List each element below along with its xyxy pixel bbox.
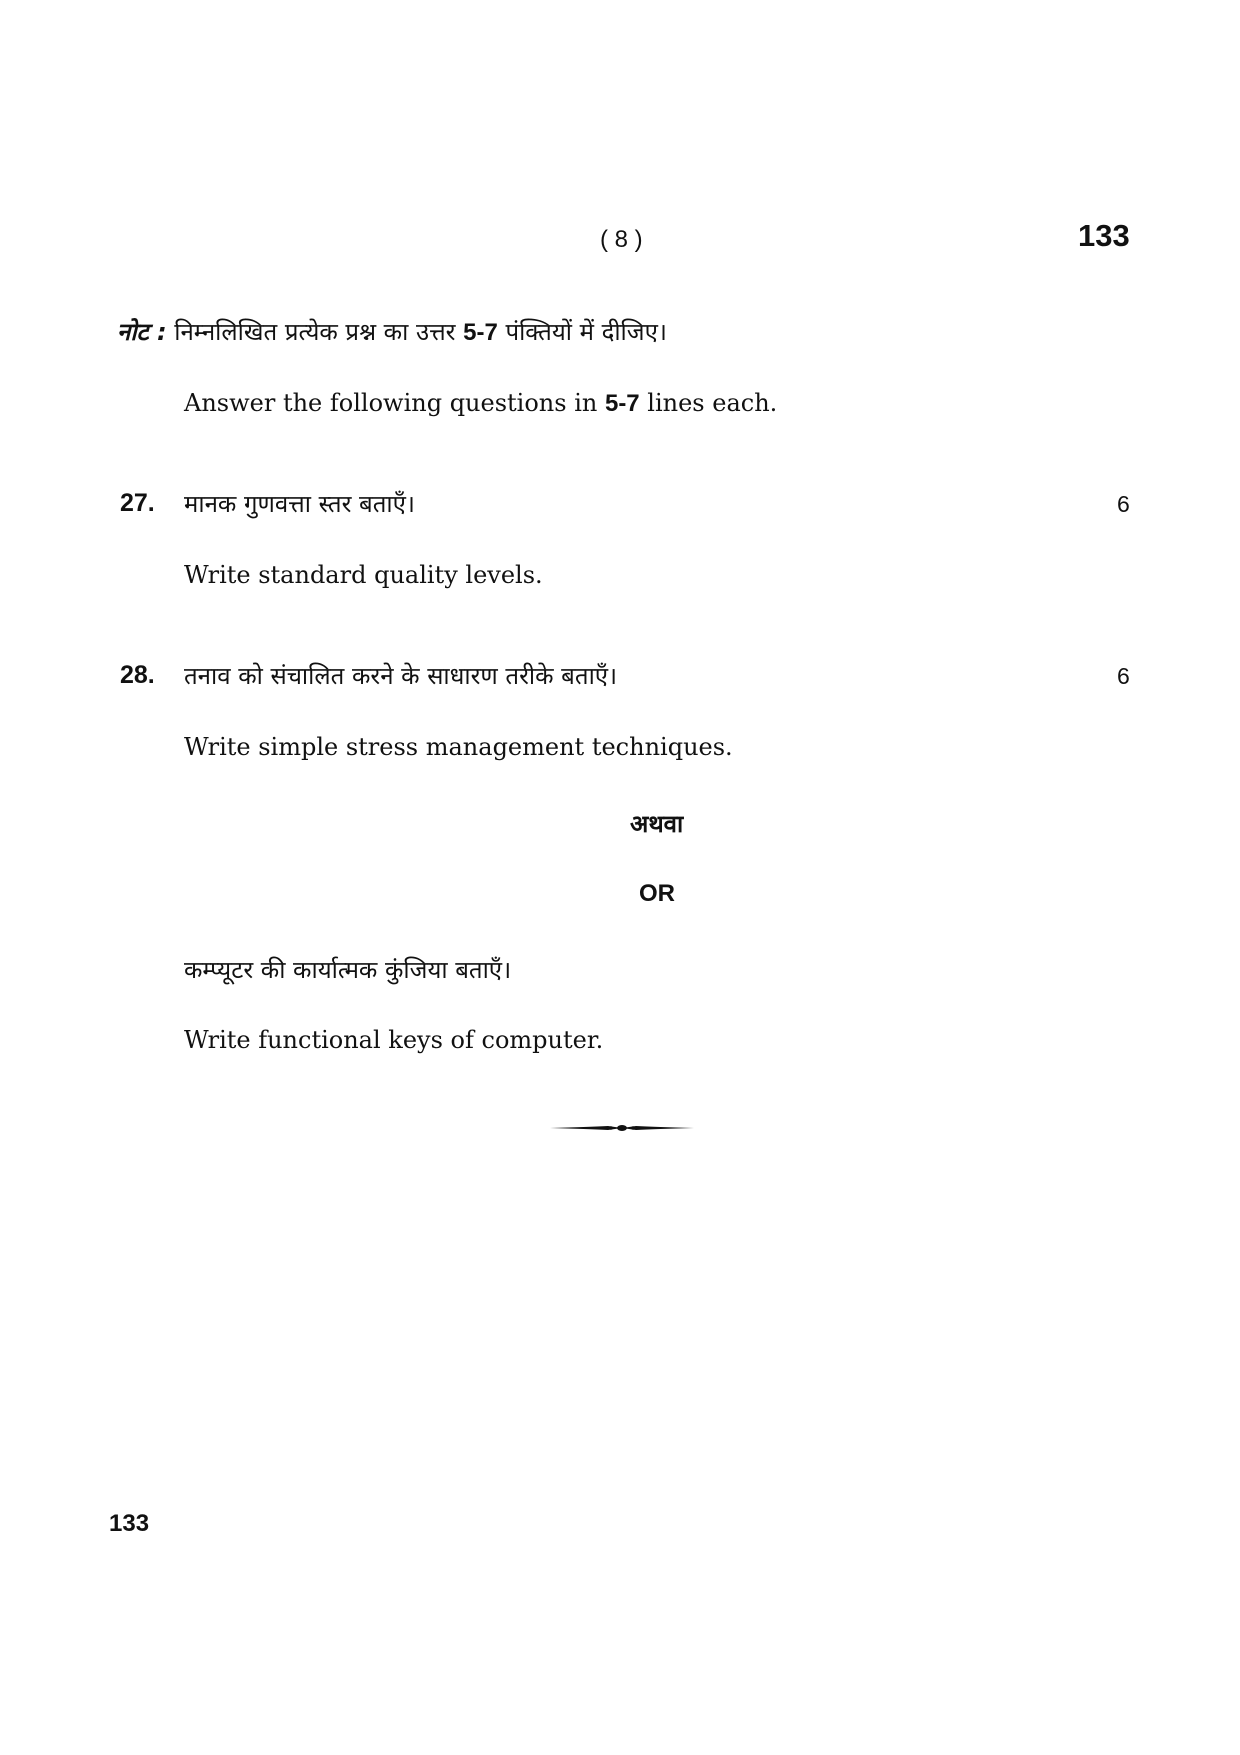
alt-question-english: Write functional keys of computer. [184, 1026, 604, 1054]
paper-code-footer: 133 [109, 1510, 150, 1537]
note-english-after: lines each. [639, 389, 778, 417]
page-marker: ( 8 ) [600, 226, 643, 253]
note-english-bold: 5-7 [604, 390, 640, 417]
paper-code-header: 133 [1078, 218, 1130, 253]
end-ornament [548, 1120, 696, 1136]
or-hindi: अथवा [630, 810, 684, 838]
question-28-number: 28. [120, 661, 155, 689]
question-28-hindi: तनाव को संचालित करने के साधारण तरीके बताएँ। [184, 662, 618, 690]
question-27-english: Write standard quality levels. [184, 561, 543, 589]
note-english-before: Answer the following questions in [184, 389, 605, 417]
note-hindi-after: पंक्तियों में दीजिए। [497, 318, 667, 346]
question-28-marks: 6 [1117, 663, 1130, 689]
note-hindi-bold: 5-7 [463, 319, 498, 346]
alt-question-hindi: कम्प्यूटर की कार्यात्मक कुंजिया बताएँ। [184, 956, 512, 984]
question-27-hindi: मानक गुणवत्ता स्तर बताएँ। [184, 490, 416, 518]
note-label: नोट : [117, 318, 167, 346]
or-english: OR [639, 880, 675, 907]
question-28-english: Write simple stress management techniques. [184, 733, 733, 761]
note-hindi [117, 315, 667, 348]
question-27-number: 27. [120, 489, 155, 517]
note-hindi-before: निम्नलिखित प्रत्येक प्रश्न का उत्तर [174, 318, 464, 346]
question-27-marks: 6 [1117, 491, 1130, 517]
note-english [184, 389, 777, 418]
